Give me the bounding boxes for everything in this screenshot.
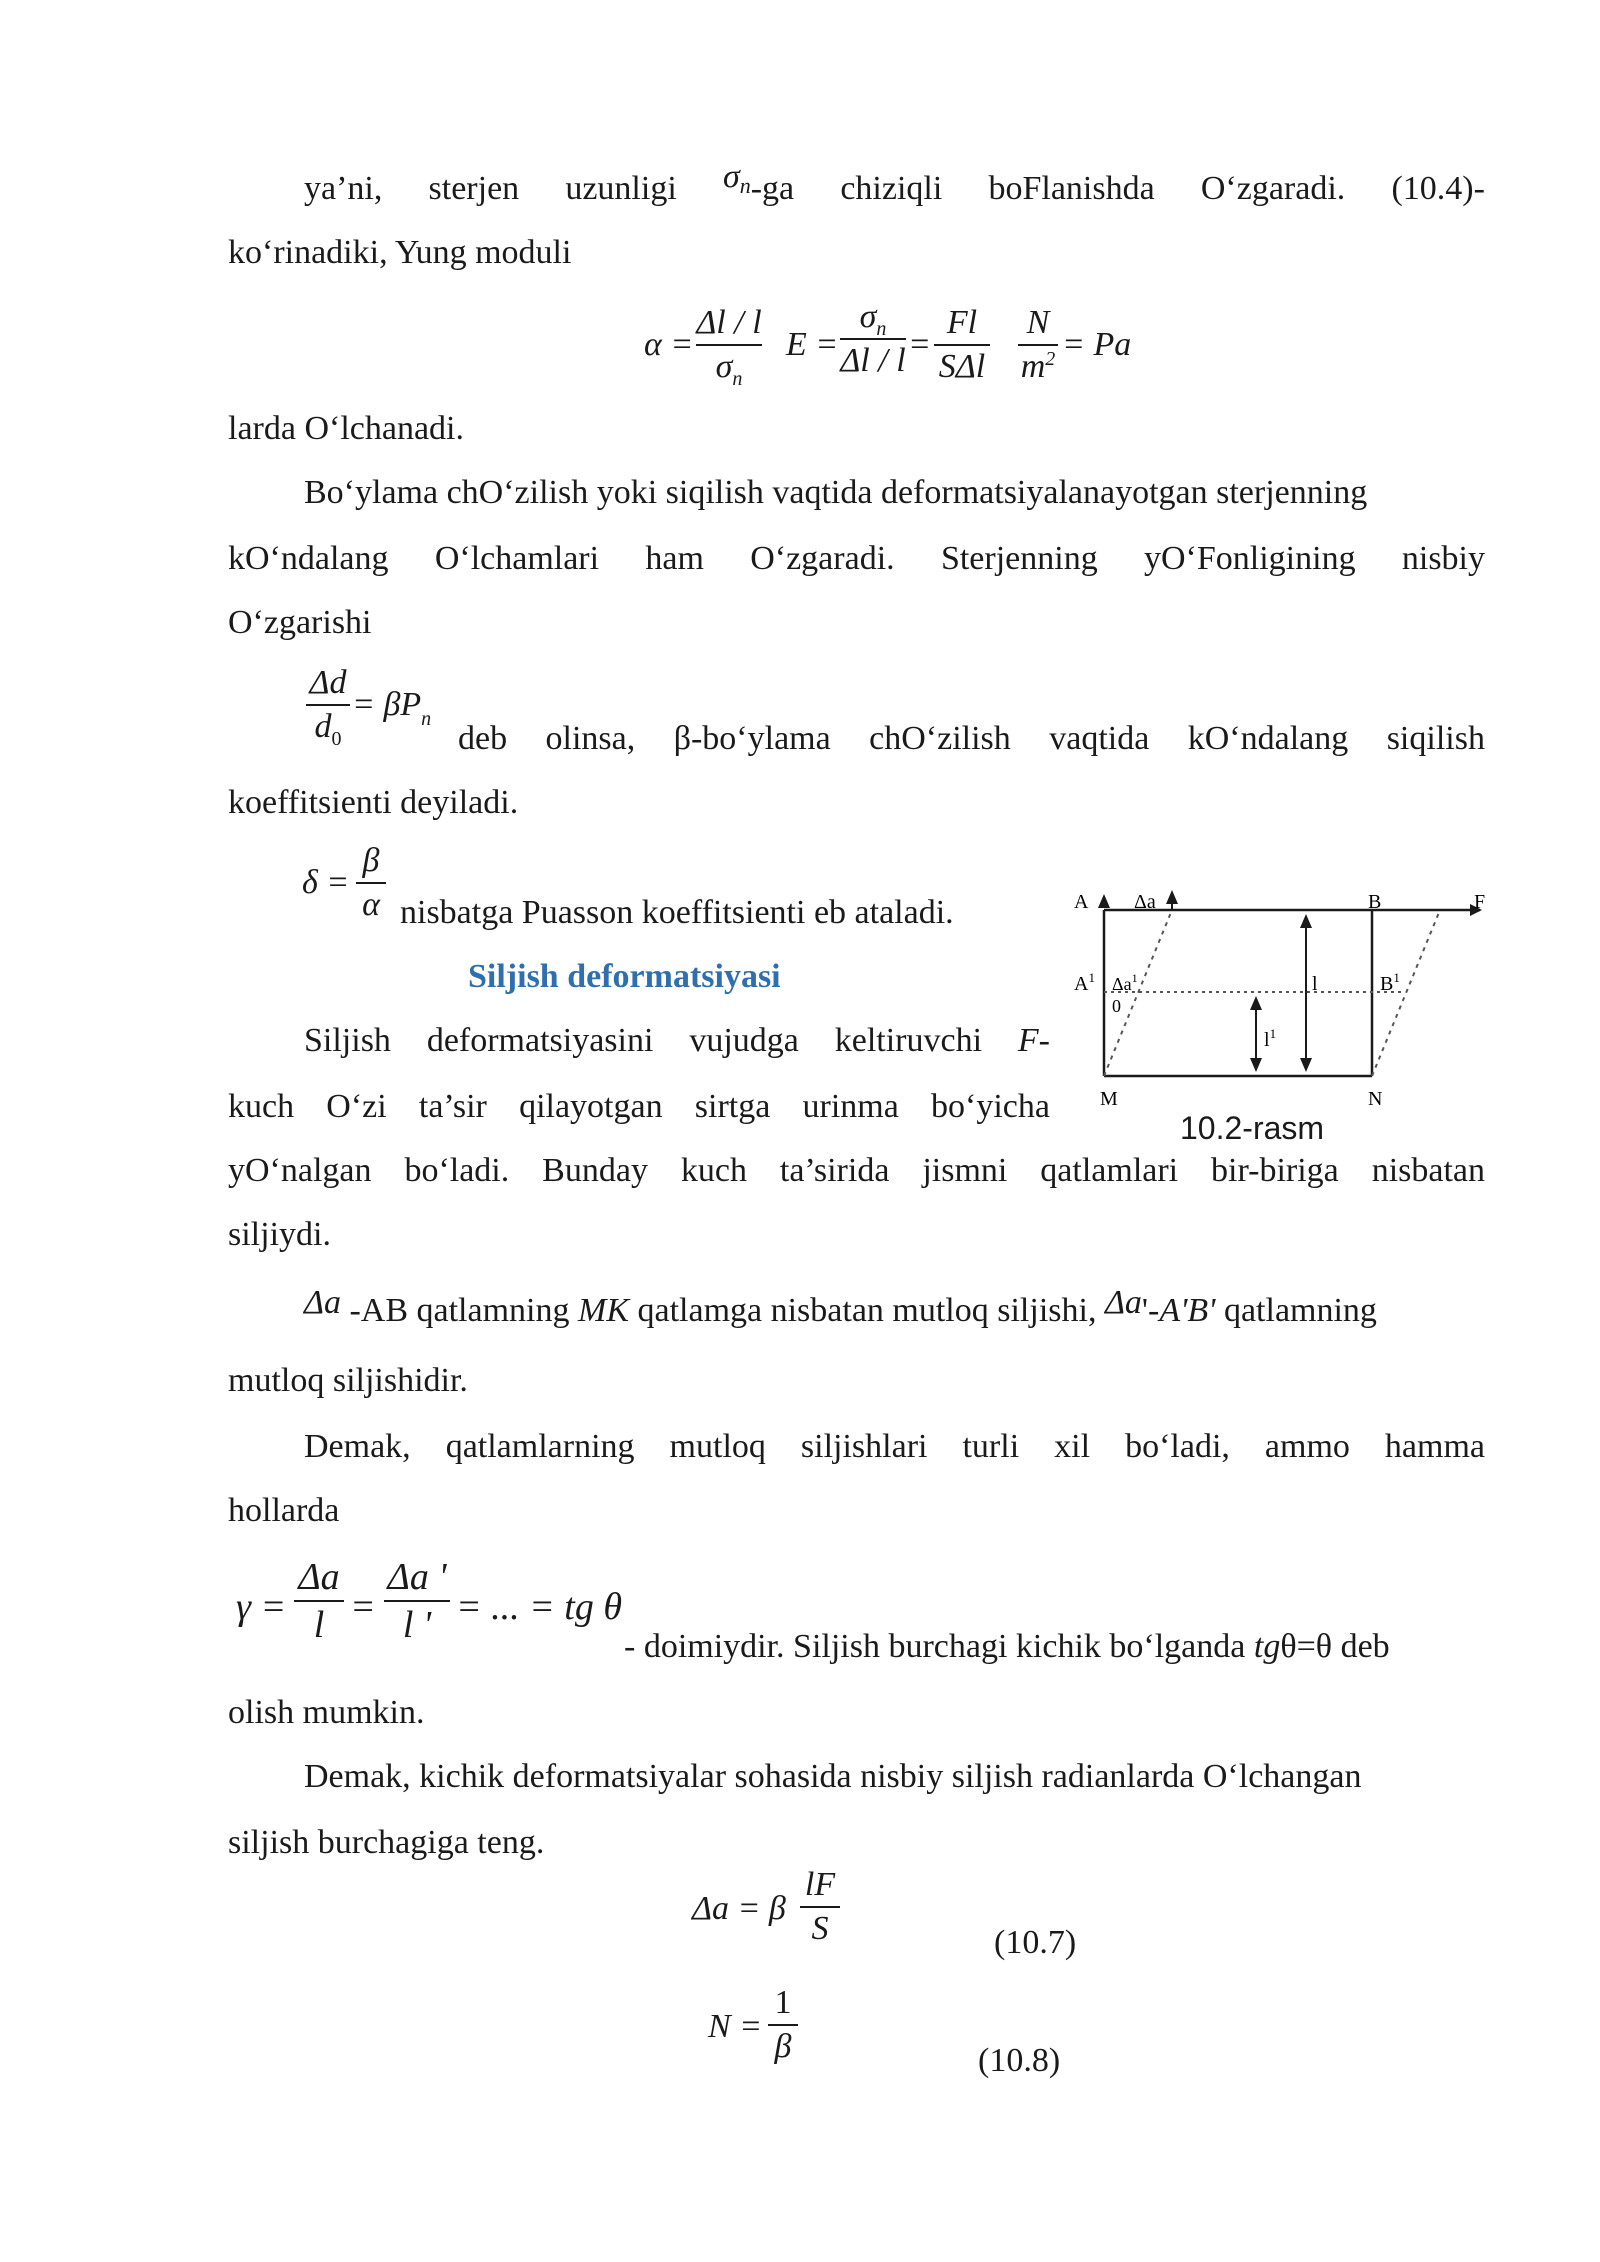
eq8-numerator: 1 [774,1984,792,2021]
sigma-n-inline: σn-ga [722,158,795,207]
shear-fraction-1 [294,1558,344,1644]
label-l: l [1312,973,1318,995]
poisson-fraction [356,844,386,922]
label-B1: $B^1$ [1380,970,1400,995]
shear-fraction-2 [384,1558,450,1644]
paragraph-line: O‘zgarishi [228,604,372,641]
alpha-fraction [696,304,762,390]
alpha-numerator: Δl / l [696,304,762,341]
E-fraction [840,300,906,378]
shear-denominator-2: l ' [402,1604,432,1646]
label-zero: 0 [1112,996,1121,1016]
beta-P-n: = $\beta P_n$ [352,686,432,730]
label-A1: $A^1$ [1074,970,1095,995]
F-numerator: Fl [946,304,978,341]
l-arrow-top [1300,914,1312,928]
word: ya’ni, [304,170,383,207]
label-N: N [1368,1088,1383,1110]
unit-numerator: N [1026,304,1050,341]
l1-arrow-bottom [1250,1058,1262,1072]
poisson-denominator: α [362,886,380,923]
d-denominator: $d_0$ [314,708,342,750]
F-fraction [934,306,990,384]
word: (10.4)- [1391,170,1485,207]
label-B: B [1368,891,1382,913]
eq7-numerator: lF [804,1866,836,1903]
unit-denominator: $m^2$ [1020,348,1056,385]
eq7-lhs: Δa = β [692,1890,786,1927]
paragraph-line: olish mumkin. [228,1694,425,1731]
paragraph-line: Demak, kichik deformatsiyalar sohasida nisbiy siljish radianlarda O‘lchangan [304,1758,1362,1795]
label-M: M [1100,1088,1118,1110]
paragraph-line: deb olinsa, β-bo‘ylama chO‘zilish vaqtida kO‘ndalang siqilish [458,720,1485,757]
tg-theta-rhs: = ... = tg θ [456,1586,623,1628]
paragraph-line: yO‘nalgan bo‘ladi. Bunday kuch ta’sirida jismni qatlamlari bir-biriga nisbatan [228,1152,1485,1189]
section-heading: Siljish deformatsiyasi [468,958,781,995]
label-l1: $l^1$ [1264,1026,1277,1051]
eq7-fraction [800,1868,840,1946]
paragraph-line: hollarda [228,1492,340,1529]
arrow-A-head [1098,894,1110,908]
paragraph-line: Bo‘ylama chO‘zilish yoki siqilish vaqtida deformatsiyalanayotgan sterjenning [304,474,1368,511]
F-denominator: SΔl [938,348,986,385]
equals: = [350,1586,376,1628]
word: sterjen [428,170,520,207]
E-denominator: Δl / l [840,342,906,379]
poisson-text: nisbatga Puasson koeffitsienti eb ataladi. [400,894,954,931]
shear-denominator-1: l [313,1604,325,1646]
delta-a-symbol: Δa [304,1284,341,1321]
shear-numerator-1: Δa [298,1556,340,1598]
paragraph-line: siljiydi. [228,1216,331,1253]
poisson-numerator: β [362,842,380,879]
label-da: Δa [1134,891,1156,913]
alpha-lhs: α = [644,326,694,363]
shear-numerator-2: Δa ' [387,1556,447,1598]
label-da1: $\Delta a^1$ [1112,971,1138,994]
paragraph-line: Siljish deformatsiyasini vujudga keltiruvchi F- [304,1022,1050,1059]
l-arrow-bottom [1300,1058,1312,1072]
paragraph-line: larda O‘lchanadi. [228,410,464,447]
paragraph-line: koeffitsienti deyiladi. [228,784,519,821]
paragraph-line: kuch O‘zi ta’sir qilayotgan sirtga urinma bo‘yicha [228,1088,1050,1125]
paragraph-line: kO‘ndalang O‘lchamlari ham O‘zgaradi. Sterjenning yO‘Fonligining nisbiy [228,540,1485,577]
paragraph-line [304,158,1485,207]
eq7-denominator: S [811,1910,829,1947]
paragraph-line: siljish burchagiga teng. [228,1824,545,1861]
word: chiziqli [840,170,943,207]
eq8-lhs: N = [708,2008,763,2045]
unit-rhs: = Pa [1062,326,1132,363]
eq7-label: (10.7) [994,1924,1077,1961]
figure-caption: 10.2-rasm [1180,1110,1325,1146]
eq8-fraction [768,1986,798,2064]
paragraph-line: Demak, qatlamlarning mutloq siljishlari turli xil bo‘ladi, ammo hamma [304,1428,1485,1465]
d-fraction [306,664,350,750]
word: uzunligi [565,170,677,207]
E-lhs: E = [786,326,839,363]
paragraph-line: ko‘rinadiki, Yung moduli [228,234,572,271]
word: O‘zgaradi. [1200,170,1346,207]
d-numerator: Δd [309,664,347,701]
delta-lhs: δ = [302,864,350,901]
equals: = [908,326,931,363]
arrow-da-head [1166,890,1178,904]
l1-arrow-top [1250,996,1262,1010]
paragraph-line: - doimiydir. Siljish burchagi kichik bo‘lganda tgθ=θ deb [624,1628,1390,1665]
shear-deformation-figure [1070,880,1490,1140]
eq8-label: (10.8) [978,2042,1061,2079]
delta-a-prime-symbol: Δa [1104,1284,1142,1321]
label-A: A [1074,891,1089,913]
alpha-denominator: $\sigma_n$ [715,348,743,390]
word: boFlanishda [988,170,1155,207]
paragraph-line: Δa -AB qatlamning MK qatlamga nisbatan mutloq siljishi, Δa'-A'B' qatlamning [304,1284,1377,1329]
E-numerator: $\sigma_n$ [859,298,887,340]
label-F: F [1474,891,1486,913]
eq8-denominator: β [774,2028,792,2065]
unit-fraction [1018,306,1058,384]
gamma-lhs: γ = [236,1586,287,1628]
paragraph-line: mutloq siljishidir. [228,1362,468,1399]
